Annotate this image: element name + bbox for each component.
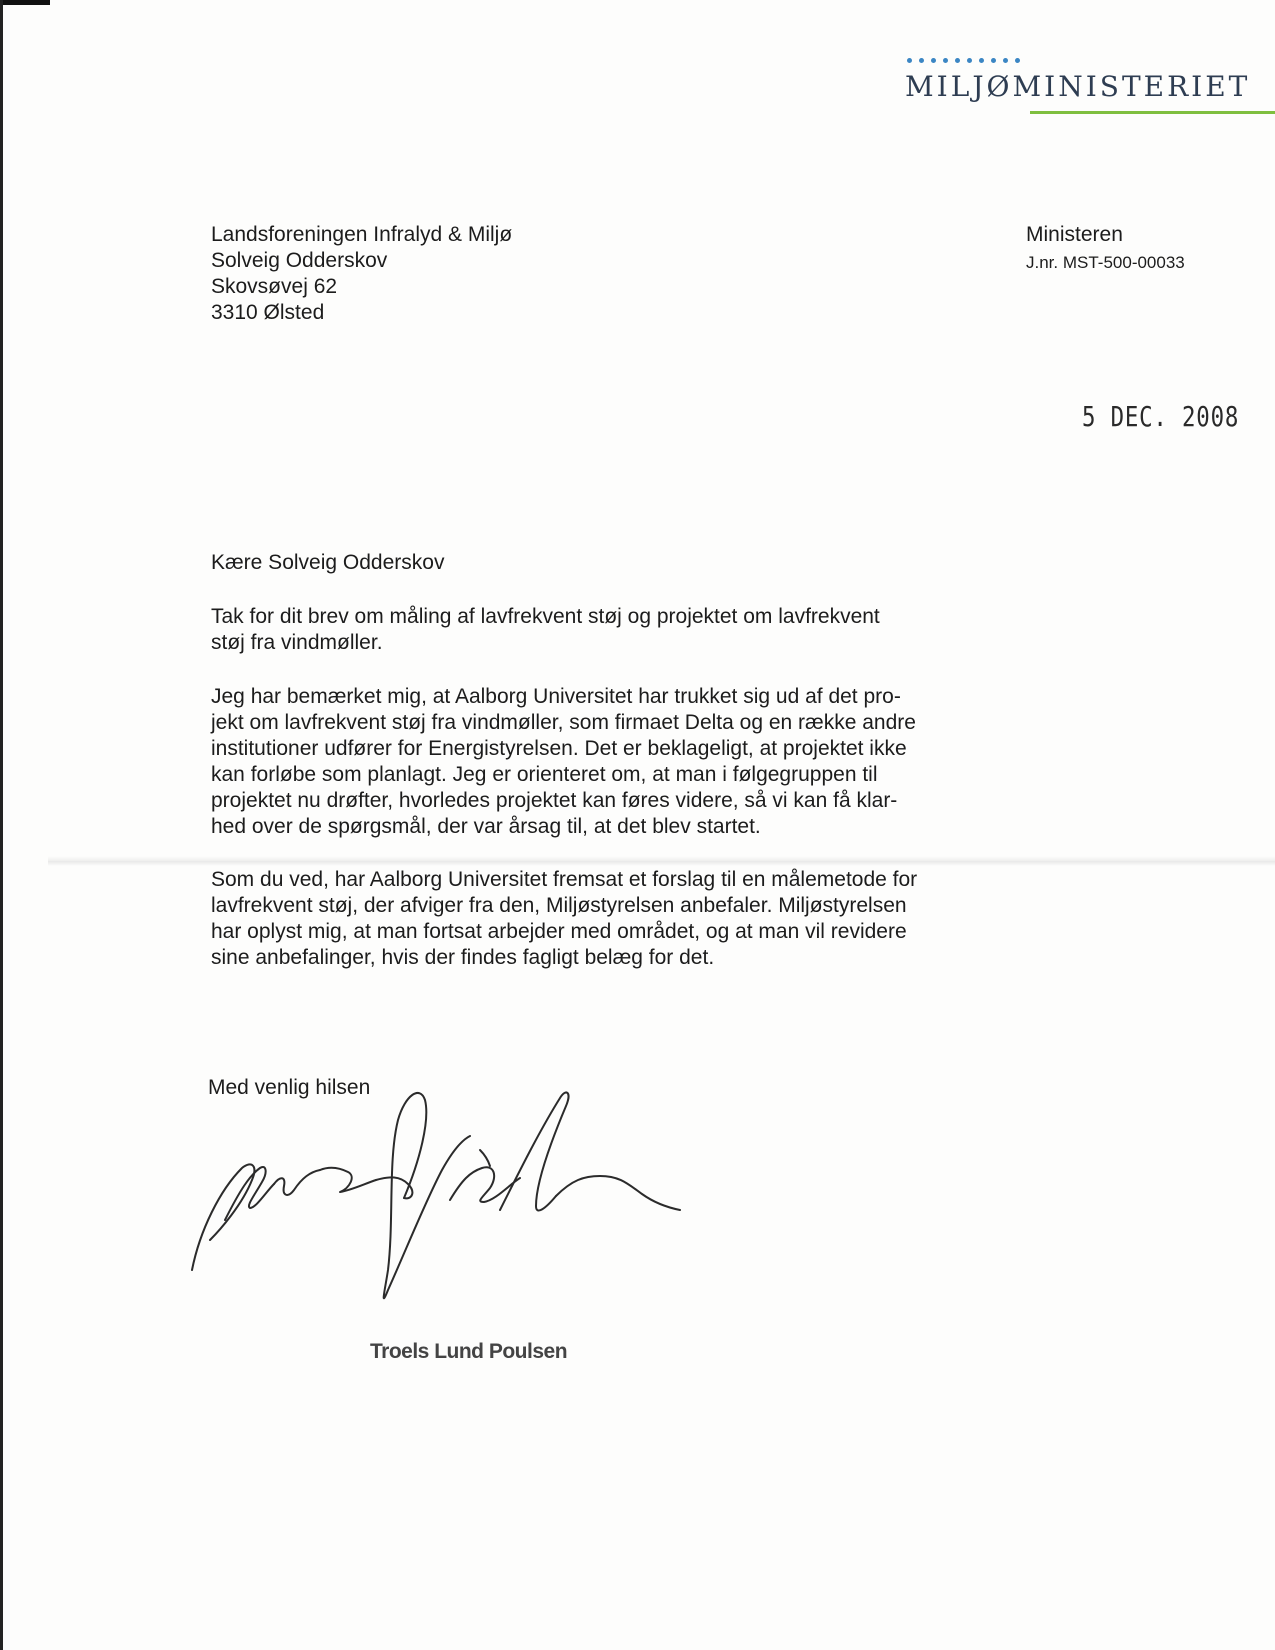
text-line: Jeg har bemærket mig, at Aalborg Universitet har trukket sig ud af det pro- xyxy=(211,685,901,708)
recipient-line: Solveig Odderskov xyxy=(211,249,388,272)
text-line: støj fra vindmøller. xyxy=(211,631,383,654)
sender-title: Ministeren xyxy=(1026,223,1123,246)
text-line: sine anbefalinger, hvis der findes fagligt belæg for det. xyxy=(211,946,715,969)
logo-rule xyxy=(1030,111,1275,114)
text-line: jekt om lavfrekvent støj fra vindmøller, som firmaet Delta og en række andre xyxy=(211,711,916,734)
text-line: Tak for dit brev om måling af lavfrekvent støj og projektet om lavfrekvent xyxy=(211,605,880,628)
text-line: lavfrekvent støj, der afviger fra den, Miljøstyrelsen anbefaler. Miljøstyrelsen xyxy=(211,894,907,917)
scan-edge-top xyxy=(0,0,50,5)
scan-edge-left xyxy=(0,0,3,1650)
text-line: institutioner udfører for Energistyrelsen. Det er beklageligt, at projektet ikke xyxy=(211,737,907,760)
closing: Med venlig hilsen xyxy=(208,1076,371,1099)
text-line: Som du ved, har Aalborg Universitet fremsat et forslag til en målemetode for xyxy=(211,868,918,891)
text-line: kan forløbe som planlagt. Jeg er orienteret om, at man i følgegruppen til xyxy=(211,763,878,786)
ministry-logo xyxy=(905,58,1275,118)
reference-number: J.nr. MST-500-00033 xyxy=(1026,253,1185,272)
recipient-line: 3310 Ølsted xyxy=(211,301,325,324)
text-line: har oplyst mig, at man fortsat arbejder med området, og at man vil revidere xyxy=(211,920,907,943)
sender-block xyxy=(1026,222,1185,274)
handwritten-signature xyxy=(180,1080,700,1320)
salutation: Kære Solveig Odderskov xyxy=(211,551,445,574)
paragraph-1 xyxy=(211,604,880,656)
date-stamp: 5 DEC. 2008 xyxy=(1082,400,1240,433)
recipient-line: Landsforeningen Infralyd & Miljø xyxy=(211,223,513,246)
paragraph-2 xyxy=(211,684,916,840)
logo-dots xyxy=(907,58,1020,63)
paper-fold-line xyxy=(48,856,1275,866)
recipient-line: Skovsøvej 62 xyxy=(211,275,338,298)
text-line: hed over de spørgsmål, der var årsag til, at det blev startet. xyxy=(211,815,761,838)
signer-name: Troels Lund Poulsen xyxy=(370,1340,568,1363)
paragraph-3 xyxy=(211,867,917,971)
logo-text: MILJØMINISTERIET xyxy=(905,70,1251,103)
text-line: projektet nu drøfter, hvorledes projektet kan føres videre, så vi kan få klar- xyxy=(211,789,898,812)
recipient-address xyxy=(211,222,512,326)
